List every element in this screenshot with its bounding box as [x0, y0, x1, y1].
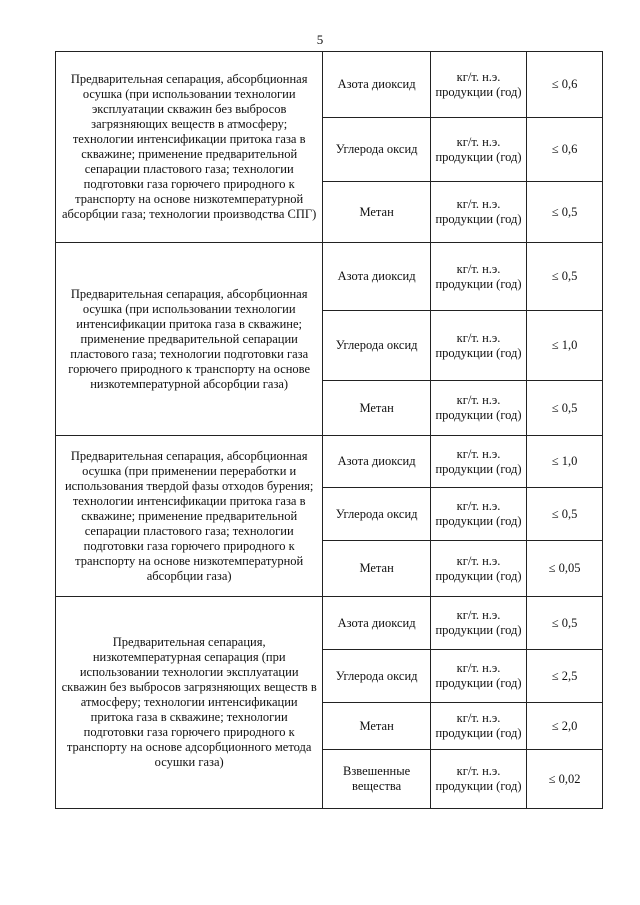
substance-cell: Углерода оксид: [323, 488, 431, 541]
substance-cell: Азота диоксид: [323, 52, 431, 118]
value-cell: ≤ 0,5: [527, 182, 603, 243]
table-row: [56, 597, 603, 650]
unit-cell: кг/т. н.э. продукции (год): [430, 118, 526, 182]
value-cell: ≤ 0,5: [527, 488, 603, 541]
value-cell: ≤ 1,0: [527, 436, 603, 488]
unit-cell: кг/т. н.э. продукции (год): [430, 650, 526, 703]
substance-cell: Углерода оксид: [323, 311, 431, 381]
unit-cell: кг/т. н.э. продукции (год): [430, 243, 526, 311]
emission-norms-table: [55, 51, 603, 809]
substance-cell: Взвешенные вещества: [323, 750, 431, 809]
unit-cell: кг/т. н.э. продукции (год): [430, 597, 526, 650]
unit-cell: кг/т. н.э. продукции (год): [430, 488, 526, 541]
substance-cell: Метан: [323, 703, 431, 750]
value-cell: ≤ 0,02: [527, 750, 603, 809]
unit-cell: кг/т. н.э. продукции (год): [430, 541, 526, 597]
substance-cell: Метан: [323, 381, 431, 436]
substance-cell: Метан: [323, 541, 431, 597]
value-cell: ≤ 0,5: [527, 243, 603, 311]
substance-cell: Азота диоксид: [323, 436, 431, 488]
unit-cell: кг/т. н.э. продукции (год): [430, 52, 526, 118]
value-cell: ≤ 0,6: [527, 118, 603, 182]
table-row: [56, 243, 603, 311]
technology-cell: Предварительная сепарация, низкотемпературная сепарация (при использовании технологии эксплуатации скважин без выбросов загрязняющих веществ в атмосферу; технологии интенсификации притока газа в скважине; технологии подготовки газа горючего природного к транспорту на основе адсорбционного метода осушки газа): [56, 597, 323, 809]
technology-cell: Предварительная сепарация, абсорбционная осушка (при использовании технологии эксплуатации скважин без выбросов загрязняющих веществ в атмосферу; технологии интенсификации притока газа в скважине; применение предварительной сепарации пластового газа; технологии подготовки газа горючего природного к транспорту на основе низкотемпературной абсорбции газа; технологии производства СПГ): [56, 52, 323, 243]
page-number: 5: [316, 32, 324, 47]
unit-cell: кг/т. н.э. продукции (год): [430, 750, 526, 809]
unit-cell: кг/т. н.э. продукции (год): [430, 703, 526, 750]
technology-cell: Предварительная сепарация, абсорбционная осушка (при использовании технологии интенсификации притока газа в скважине; применение предварительной сепарации пластового газа; технологии подготовки газа горючего природного к транспорту на основе низкотемпературной абсорбции газа): [56, 243, 323, 436]
technology-cell: Предварительная сепарация, абсорбционная осушка (при применении переработки и использования твердой фазы отходов бурения; технологии интенсификации притока газа в скважине; применение предварительной сепарации пластового газа; технологии подготовки газа горючего природного к транспорту на основе низкотемпературной абсорбции газа): [56, 436, 323, 597]
value-cell: ≤ 0,5: [527, 381, 603, 436]
value-cell: ≤ 2,5: [527, 650, 603, 703]
unit-cell: кг/т. н.э. продукции (год): [430, 182, 526, 243]
value-cell: ≤ 1,0: [527, 311, 603, 381]
table-row: [56, 436, 603, 488]
substance-cell: Углерода оксид: [323, 118, 431, 182]
value-cell: ≤ 0,5: [527, 597, 603, 650]
substance-cell: Азота диоксид: [323, 597, 431, 650]
substance-cell: Метан: [323, 182, 431, 243]
substance-cell: Азота диоксид: [323, 243, 431, 311]
substance-cell: Углерода оксид: [323, 650, 431, 703]
value-cell: ≤ 0,6: [527, 52, 603, 118]
value-cell: ≤ 2,0: [527, 703, 603, 750]
unit-cell: кг/т. н.э. продукции (год): [430, 436, 526, 488]
unit-cell: кг/т. н.э. продукции (год): [430, 381, 526, 436]
value-cell: ≤ 0,05: [527, 541, 603, 597]
table-row: [56, 52, 603, 118]
unit-cell: кг/т. н.э. продукции (год): [430, 311, 526, 381]
